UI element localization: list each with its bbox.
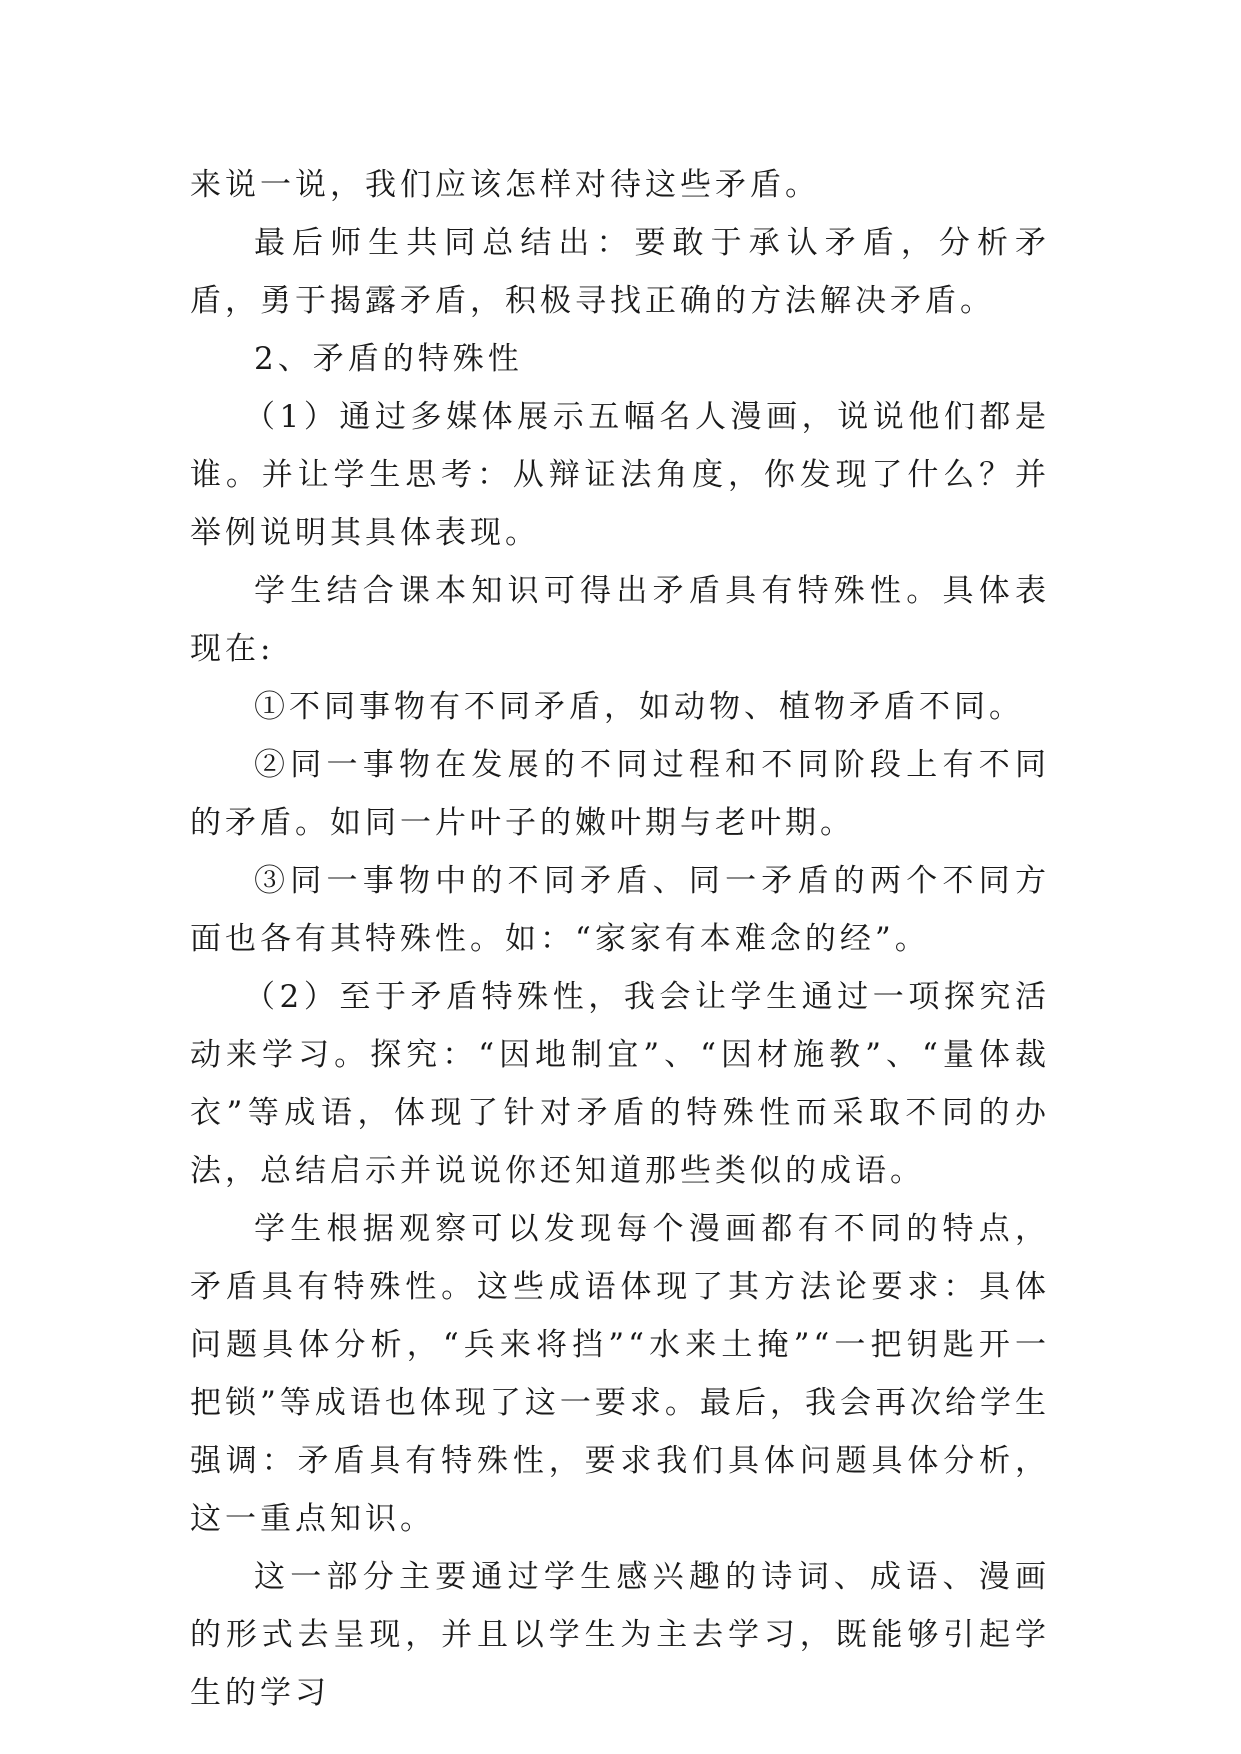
paragraph-9: （2）至于矛盾特殊性，我会让学生通过一项探究活动来学习。探究：“因地制宜”、“因材施教”、“量体裁衣”等成语，体现了针对矛盾的特殊性而采取不同的办法，总结启示并说说你还知道那些类似的成语。 — [190, 979, 1050, 1189]
paragraph-11: 这一部分主要通过学生感兴趣的诗词、成语、漫画的形式去呈现，并且以学生为主去学习，既能够引起学生的学习 — [190, 1559, 1050, 1711]
paragraph-1: 来说一说，我们应该怎样对待这些矛盾。 — [190, 167, 820, 203]
list-item-3: ③同一事物中的不同矛盾、同一矛盾的两个不同方面也各有其特殊性。如：“家家有本难念的经”。 — [190, 863, 1050, 957]
paragraph-2: 最后师生共同总结出：要敢于承认矛盾，分析矛盾，勇于揭露矛盾，积极寻找正确的方法解决矛盾。 — [190, 225, 1050, 319]
list-item-1: ①不同事物有不同矛盾，如动物、植物矛盾不同。 — [254, 689, 1024, 725]
section-heading: 2、矛盾的特殊性 — [254, 341, 523, 377]
paragraph-10: 学生根据观察可以发现每个漫画都有不同的特点，矛盾具有特殊性。这些成语体现了其方法论要求：具体问题具体分析，“兵来将挡”“水来土掩”“一把钥匙开一把锁”等成语也体现了这一要求。最后，我会再次给学生强调：矛盾具有特殊性，要求我们具体问题具体分析，这一重点知识。 — [190, 1211, 1050, 1537]
paragraph-5: 学生结合课本知识可得出矛盾具有特殊性。具体表现在: — [190, 573, 1050, 667]
document-body — [190, 156, 1050, 1722]
list-item-2: ②同一事物在发展的不同过程和不同阶段上有不同的矛盾。如同一片叶子的嫩叶期与老叶期。 — [190, 747, 1050, 841]
paragraph-4: （1）通过多媒体展示五幅名人漫画，说说他们都是谁。并让学生思考：从辩证法角度，你发现了什么？并举例说明其具体表现。 — [190, 399, 1050, 551]
